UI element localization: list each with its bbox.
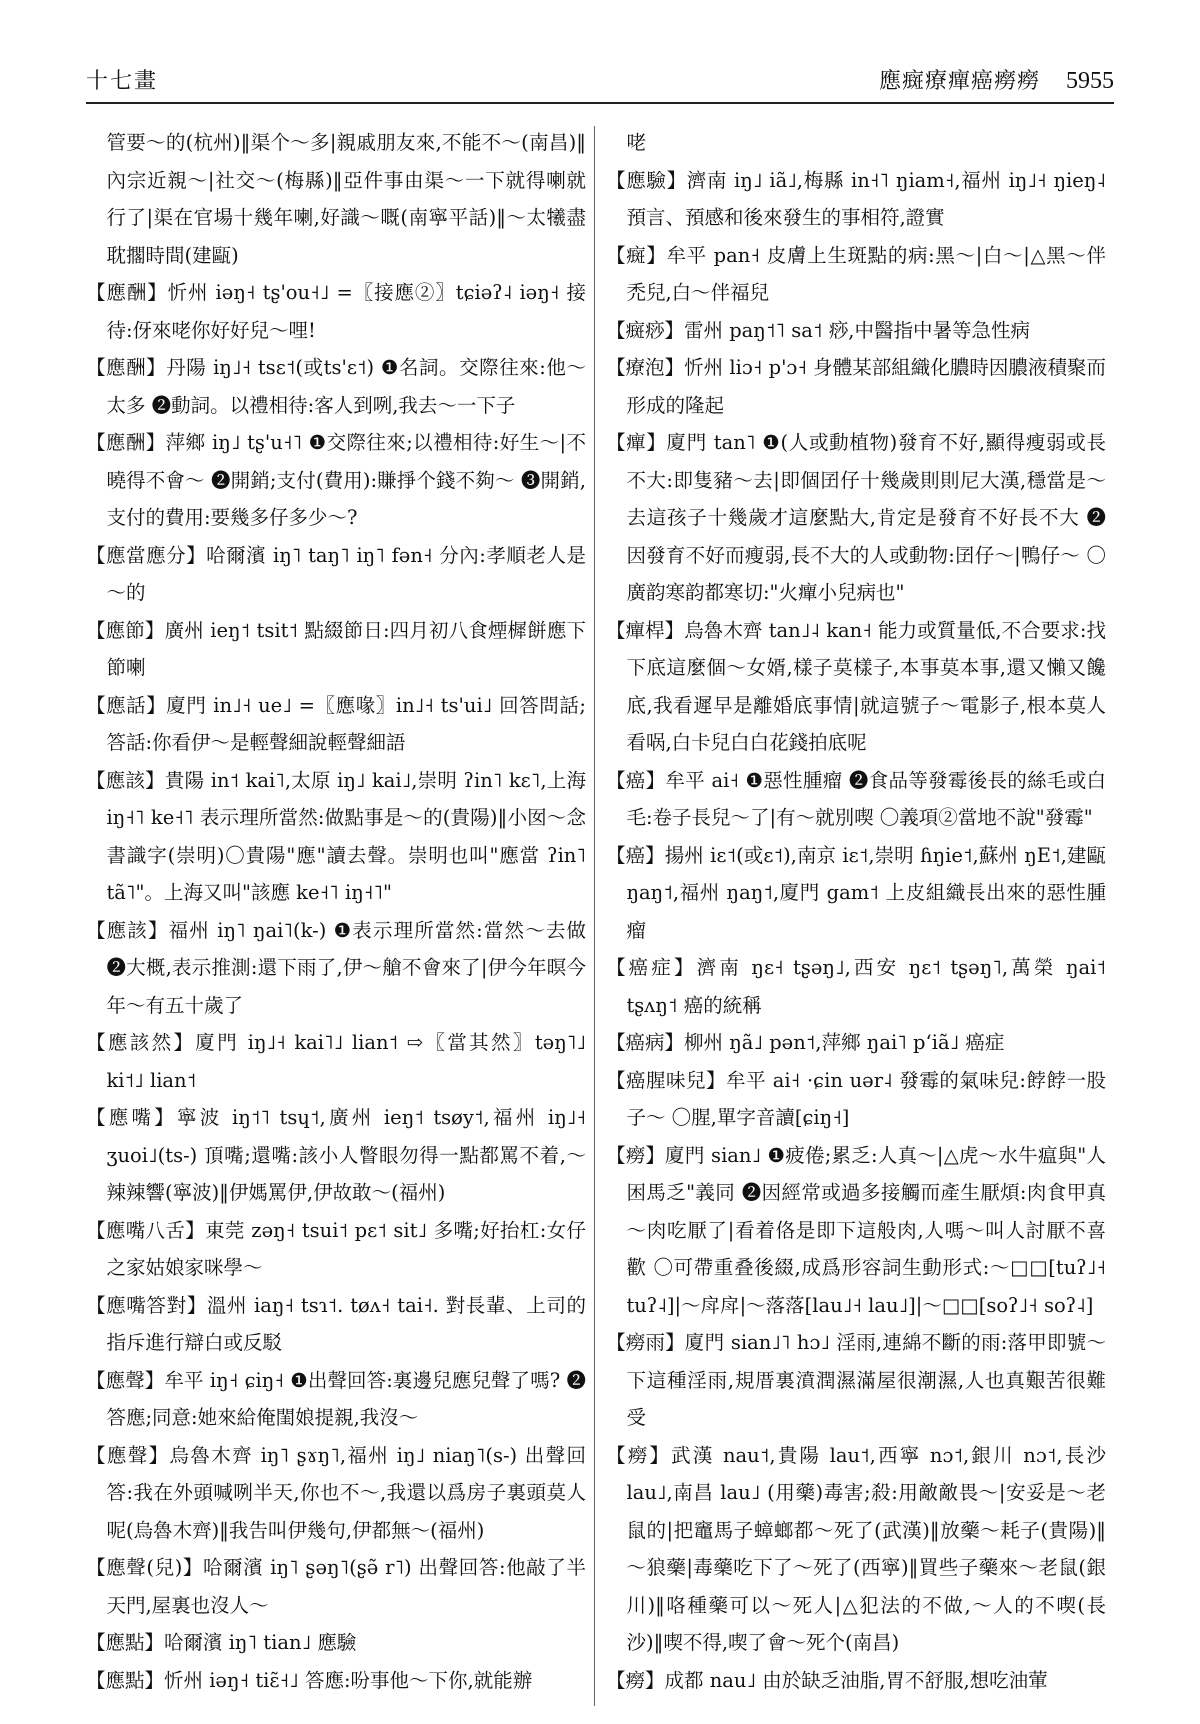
dictionary-entry: 【應驗】濟南 iŋ˩ iã˩,梅縣 in˧˥ ŋiam˧,福州 iŋ˩˧ ŋieŋ˨ 預言、預感和後來發生的事相符,證實 (606, 168, 1106, 229)
dictionary-entry: 【應酬】萍鄉 iŋ˩ tʂ'u˧˥ ❶交際往來;以禮相待:好生～|不曉得不會～ ❷開銷;支付(費用):賺掙个錢不夠～ ❸開銷,支付的費用:要幾多仔多少～? (86, 431, 586, 529)
dictionary-entry: 【應嘴答對】溫州 iaŋ˧ tsɿ˦. tøʌ˧ tai˧. 對長輩、上司的指斥進行辯白或反駁 (86, 1293, 586, 1354)
column-divider (594, 126, 595, 1706)
dictionary-entry: 【應該】福州 iŋ˥ ŋai˥(k-) ❶表示理所當然:當然～去做 ❷大概,表示推測:還下雨了,伊～艙不會來了|伊今年暝今年～有五十歲了 (86, 918, 586, 1017)
running-headwords: 應癍療癉癌癆癆 (878, 69, 1040, 94)
dictionary-entry: 【癉】廈門 tan˥ ❶(人或動植物)發育不好,顯得瘦弱或長不大:即隻豬～去|即個囝仔十幾歲則則尼大漢,穩當是～去這孩子十幾歲才這麼點大,肯定是發育不好長不大 ❷因發育不好而瘦弱,長不大的人或動物:囝仔～|鴨仔～ 〇廣韵寒韵都寒切:"火癉小兒病也" (606, 431, 1106, 604)
dictionary-entry: 【應聲(兒)】哈爾濱 iŋ˥ ʂəŋ˥(ʂə̃ r˥) 出聲回答:他敲了半天門,屋裏也沒人～ (86, 1556, 586, 1617)
dictionary-entry: 【療泡】忻州 liɔ˧ p'ɔ˧ 身體某部組織化膿時因膿液積聚而形成的隆起 (606, 356, 1106, 417)
page-number: 5955 (1066, 68, 1114, 94)
dictionary-entry: 【應話】廈門 in˩˧ ue˩ =〖應喙〗in˩˧ ts'ui˩ 回答問話;答話:你看伊～是輕聲細說輕聲細語 (86, 693, 586, 754)
dictionary-entry: 【應該】貴陽 in˦ kai˥,太原 iŋ˩ kai˩,崇明 ʔin˥ kɛ˥,上海 iŋ˧˥ ke˧˥ 表示理所當然:做點事是～的(貴陽)‖小囡～念書識字(崇明)〇貴陽"應"讀去聲。崇明也叫"應當 ʔin˥ tã˥"。上海又叫"該應 ke˧˥ iŋ˧˥" (86, 768, 586, 904)
dictionary-entry: 管要～的(杭州)‖渠个～多|親戚朋友來,不能不～(南昌)‖內宗近親～|社交～(梅縣)‖亞件事由渠～一下就得喇就行了|渠在官場十幾年喇,好識～嘅(南寧平話)‖～太犧盡耽擱時間(建甌) (106, 131, 586, 267)
dictionary-entry: 【應酬】忻州 iəŋ˧ tʂ'ou˧˩ =〖接應②〗tɕiəʔ˨ iəŋ˧ 接待:伢來咾你好好兒～哩! (86, 281, 586, 342)
header-right (879, 64, 1114, 95)
dictionary-entry: 【癆】成都 nau˩ 由於缺乏油脂,胃不舒服,想吃油葷 (606, 1668, 1048, 1692)
dictionary-entry: 咾 (626, 131, 646, 154)
dictionary-entry: 【癆】武漢 nau˦,貴陽 lau˦,西寧 nɔ˦,銀川 nɔ˦,長沙 lau˩,南昌 lau˩ (用藥)毒害;殺:用敵敵畏～|安妥是～老鼠的|把竈馬子蟑螂都～死了(武漢)‖放藥～耗子(貴陽)‖～狼藥|毒藥吃下了～死了(西寧)‖買些子藥來～老鼠(銀川)‖咯種藥可以～死人|△犯法的不做,～人的不喫(長沙)‖喫不得,喫了會～死个(南昌) (606, 1443, 1106, 1654)
dictionary-entry: 【應嘴】寧波 iŋ˦˥ tsɥ˦,廣州 ieŋ˦ tsøy˦,福州 iŋ˩˧ ʒuoi˩(ts-) 頂嘴;還嘴:該小人瞥眼勿得一點都罵不着,～辣辣響(寧波)‖伊媽罵伊,伊故敢～(福州) (86, 1106, 586, 1204)
dictionary-entry: 【癍】牟平 pan˧ 皮膚上生斑點的病:黑～|白～|△黑～伴禿兒,白～伴福兒 (606, 243, 1106, 304)
dictionary-entry: 【應當應分】哈爾濱 iŋ˥ taŋ˥ iŋ˥ fən˧ 分內:孝順老人是～的 (86, 543, 586, 604)
dictionary-entry: 【癌】揚州 iɛ˦(或ɛ˦),南京 iɛ˦,崇明 ɦŋie˦,蘇州 ŋE˦,建甌 ŋaŋ˦,福州 ŋaŋ˦,廈門 gam˦ 上皮組織長出來的惡性腫瘤 (606, 843, 1106, 942)
dictionary-entry: 【癌腥味兒】牟平 ai˧ ·ɕin uər˨ 發霉的氣味兒:餑餑一股子～ 〇腥,單字音讀[ɕiŋ˧] (606, 1068, 1106, 1129)
dictionary-entry: 【癆雨】廈門 sian˩˥ hɔ˩ 淫雨,連綿不斷的雨:落甲即號～下這種淫雨,規厝裏濆潤濕滿屋很潮濕,人也真艱苦很難受 (606, 1331, 1106, 1429)
dictionary-entry: 【癌病】柳州 ŋã˩ pən˦,萍鄉 ŋai˥ pʻiã˩ 癌症 (606, 1031, 1005, 1054)
dictionary-entry: 【應點】哈爾濱 iŋ˥ tian˩ 應驗 (86, 1631, 357, 1654)
dictionary-entry: 【應節】廣州 ieŋ˦ tsit˦ 點綴節日:四月初八食煙樨餅應下節喇 (86, 618, 586, 679)
dictionary-entry: 【癆】廈門 sian˩ ❶疲倦;累乏:人真～|△虎～水牛瘟與"人困馬乏"義同 ❷因經常或過多接觸而產生厭煩:肉食甲真～肉吃厭了|看着佫是即下這般肉,人嗎～叫人討厭不喜歡 〇可帶重叠後綴,成爲形容詞生動形式:～□□[tuʔ˩˧ tuʔ˨]|～戽戽|～落落[lau˩˧ lau˩]|～□□[soʔ˩˧ soʔ˨] (606, 1143, 1106, 1317)
dictionary-entry: 【應點】忻州 iəŋ˧ tiɛ̃˧˩ 答應:吩事他～下你,就能辦 (86, 1668, 533, 1692)
dictionary-entry: 【癌】牟平 ai˧ ❶惡性腫瘤 ❷食品等發霉後長的絲毛或白毛:卷子長兒～了|有～就別喫 〇義項②當地不說"發霉" (606, 768, 1106, 829)
dictionary-entry: 【應該然】廈門 iŋ˩˧ kai˥˩ lian˦ ⇨〖當其然〗təŋ˥˩ ki˦˩ lian˦ (86, 1031, 586, 1092)
chapter-label: 十七畫 (86, 69, 159, 94)
right-column (606, 124, 1106, 1699)
dictionary-entry: 【癌症】濟南 ŋɛ˧ tʂəŋ˩,西安 ŋɛ˦ tʂəŋ˥,萬榮 ŋai˦ tʂʌŋ˦ 癌的統稱 (606, 956, 1106, 1017)
dictionary-entry: 【應聲】牟平 iŋ˧ ɕiŋ˧ ❶出聲回答:裏邊兒應兒聲了嗎? ❷答應;同意:她來給俺閨娘提親,我沒～ (86, 1368, 586, 1429)
left-column (86, 124, 586, 1699)
page-header (86, 58, 1114, 104)
dictionary-entry: 【應嘴八舌】東莞 zəŋ˧ tsui˦ pɛ˦ sit˩ 多嘴;好抬杠:女仔之家姑娘家咪學～ (86, 1218, 586, 1279)
dictionary-entry: 【癉桿】烏魯木齊 tan˩˨ kan˧ 能力或質量低,不合要求:找下底這麼個～女婿,樣子莫樣子,本事莫本事,還又懶又饞底,我看遲早是離婚底事情|就這號子～電影子,根本莫人看㖞,白卡兒白白花錢拍底呢 (606, 618, 1106, 754)
dictionary-entry: 【癍痧】雷州 paŋ˦˥ sa˦ 痧,中醫指中暑等急性病 (606, 318, 1030, 342)
dictionary-entry: 【應酬】丹陽 iŋ˩˧ tsɛ˦(或ts'ɛ˦) ❶名詞。交際往來:他～太多 ❷動詞。以禮相待:客人到咧,我去～一下子 (86, 356, 586, 417)
dictionary-entry: 【應聲】烏魯木齊 iŋ˥ ʂɤŋ˥,福州 iŋ˩ niaŋ˥(s-) 出聲回答:我在外頭喊咧半天,你也不～,我還以爲房子裏頭莫人呢(烏魯木齊)‖我告叫伊幾句,伊都無～(福州) (86, 1443, 586, 1542)
